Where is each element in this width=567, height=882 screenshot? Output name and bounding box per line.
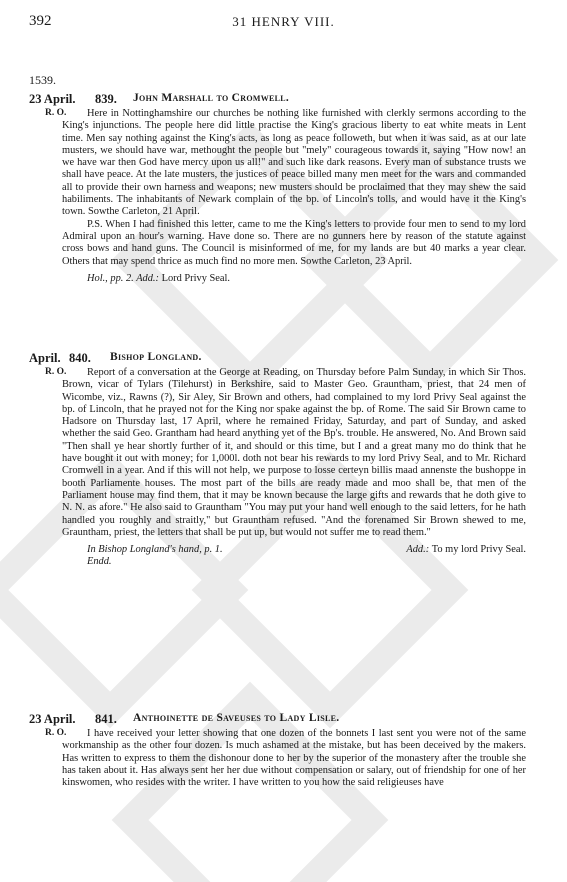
note-add-label: Add.: [136, 272, 159, 284]
entry-number: 840. [69, 351, 91, 365]
entry-note [62, 273, 526, 285]
entry-source: R. O. [45, 728, 67, 738]
entry-date: 23 April. [29, 92, 76, 106]
entry-paragraph: Report of a conversation at the George at Reading, on Thursday before Palm Sunday, in which Sir Thos. Brown, vicar of Tylars (Tilehurst) in Berkshire, said to Master Geo. Grauntham, priest, that 24 men of Wicombe, viz., Rawns (?), Sir Aley, Sir Brown and others, had complained to my lord Privy Seal against the bp. of Lincoln, that he prayed not for the King nor spake against the bp. of Rome. The said Sir Brown came to Hadsore on Thursday last, 17 April, where he remained Friday, Saturday, and part of Sunday, and asked whether the said Geo. Grantham had heard anything yet of the Bp's. trouble. He answered, No. And Brown said "Then shall ye hear shortly further of it, and should or this time, but I and a great many mo do think that he have bought it out with money; for 1,000l. doth not bear his rewards to my lord Privy Seal, and to Mr. Richard Cromwell in a year. And if this will not help, we purpose to losse certeyn billis maad annenste the bushoppe in booth Parliamente houses. The most part of the bills are ready made and moo shall be, that men of the Parliament house may find them, that it may be known because the large gifts and rewards that he doth give to N. N. as afore." He also said to Grauntham "You may put your hand well enough to the said letters, for he hath handled you roughly and straitly," but Grauntham refused. "And the forenamed Sir Brown shewed to me, Grauntham, priest, the letters that shall be put up, but would not suffer me to read them." [62, 367, 526, 538]
note-add-text: Lord Privy Seal. [161, 272, 230, 284]
entry-note [62, 544, 526, 556]
entry-title: Anthoinette de Saveuses to Lady Lisle. [133, 712, 340, 724]
running-title: 31 HENRY VIII. [232, 14, 335, 29]
note-hand: Hol., pp. 2. [87, 272, 134, 284]
entry-date: April. [29, 351, 61, 365]
entry-title: Bishop Longland. [110, 351, 202, 363]
entry-paragraph: I have received your letter showing that one dozen of the bonnets I last sent you were not of the same workmanship as the other four dozen. Is much ashamed at the mistake, but has been deceived by the makers. Has written to express to them the dishonour done to her by the superior of the monastery after the trouble she has taken about it. Has always sent her her due without compensation or salary, out of friendship for one of her kinswomen, who resides with the writer. I have written to you how the said religieuses have [62, 728, 526, 789]
entry-body [62, 728, 526, 789]
entry-body [62, 367, 526, 569]
entry-source: R. O. [45, 108, 67, 118]
entry-number: 839. [95, 92, 117, 106]
entry-body [62, 108, 526, 285]
year-marker: 1539. [29, 73, 56, 87]
note-add [406, 544, 526, 556]
page-number: 392 [29, 13, 52, 29]
entry-source: R. O. [45, 367, 67, 377]
entry-title: John Marshall to Cromwell. [133, 92, 290, 104]
entry-date: 23 April. [29, 712, 76, 726]
note-add-text: To my lord Privy Seal. [431, 544, 526, 556]
page-header [0, 13, 567, 31]
entry-endorsement: Endd. [87, 556, 112, 568]
entry-paragraph: P.S. When I had finished this letter, came to me the King's letters to provide four men to send to my lord Admiral upon an hour's warning. Have done so. There are no gunners here by reason of the statute against cross bows and hand guns. The Council is misinformed of me, for my lands are but 40 marks a year clear. Others that may spend thrice as much find no more men. Sowthe Carleton, 23 April. [62, 218, 526, 267]
entry-paragraph: Here in Nottinghamshire our churches be nothing like furnished with clerkly sermons according to the King's injunctions. The people here did little practise the King's gracious liberty to eat white meats in Lent time. Men say nothing against the King's acts, as long as peace followeth, but when it was said, as at our late musters, we should have war, methought the people but "mely" courageous towards it, saying "How now! an we have war then God have mercy upon us all!" and such like dark reasons. Every man of substance trusts we shall have peace. At the late musters, the justices of peace billed many men meet for the wars and commanded all to provide their own harness and weapons; new musters should be proclaimed that they may shew the said habiliments. The inhabitants of Newark complain of the bp. of Lincoln's tolls, and would have it the King's town. Sowthe Carleton, 21 April. [62, 108, 526, 218]
entry-number: 841. [95, 712, 117, 726]
note-hand: In Bishop Longland's hand, p. 1. [87, 544, 223, 556]
note-add-label: Add.: [406, 544, 430, 556]
